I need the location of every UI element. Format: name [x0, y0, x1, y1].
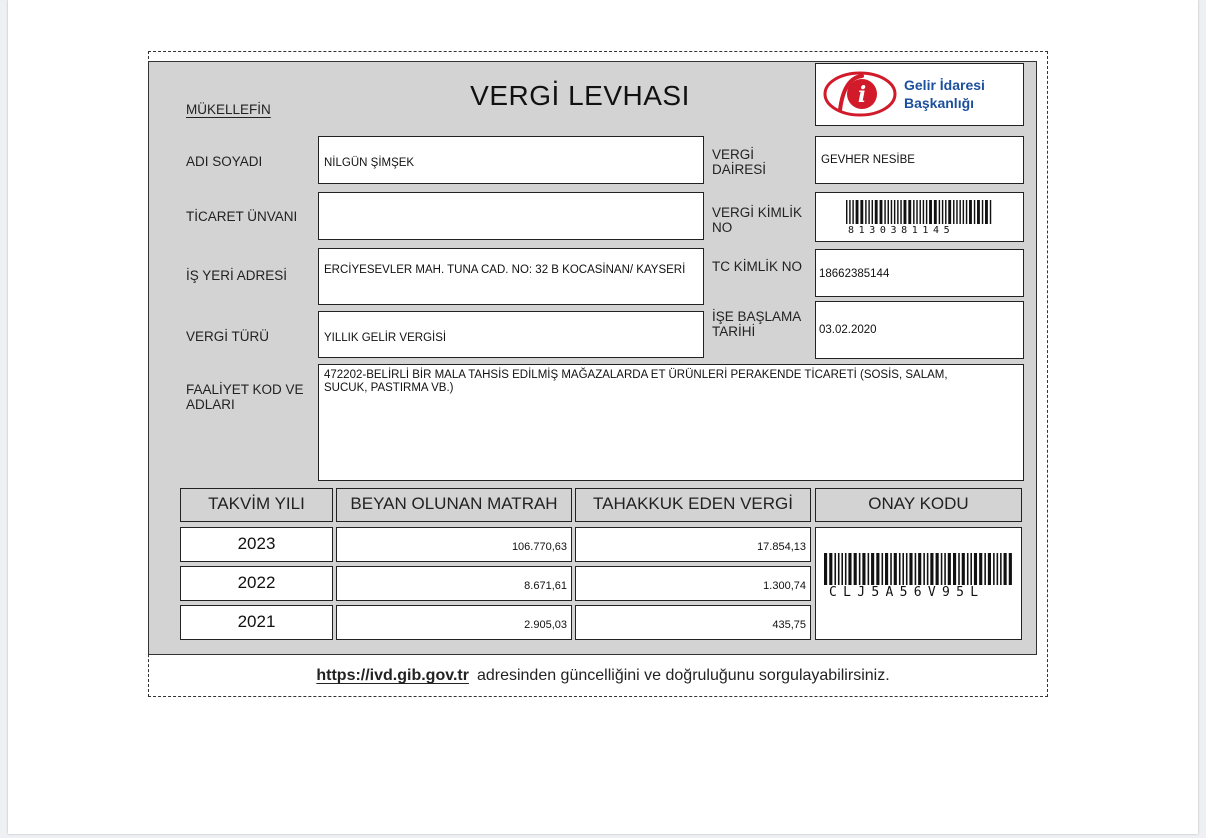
row-2023-vergi: 17.854,13 [575, 527, 811, 562]
faaliyet-value: 472202-BELİRLİ BİR MALA TAHSİS EDİLMİŞ MAĞAZALARDA ET ÜRÜNLERİ PERAKENDE TİCARETİ (SOSİS, SALAM, SUCUK, PASTIRMA VB.) [324, 369, 948, 394]
barcode-bar [856, 200, 859, 224]
tc-kimlik-label: TC KİMLİK NO [712, 259, 803, 274]
barcode-bar [953, 200, 954, 224]
barcode-bar [977, 200, 980, 224]
barcode-bar [929, 200, 932, 224]
barcode-bar [962, 553, 965, 585]
barcode-bar [948, 553, 951, 585]
barcode-bar [897, 200, 898, 224]
barcode-bar [900, 200, 901, 224]
barcode-bar [834, 553, 836, 585]
header-beyan-matrah: BEYAN OLUNAN MATRAH [336, 488, 572, 522]
barcode-bar [899, 553, 901, 585]
ticaret-unvani-label: TİCARET ÜNVANI [186, 209, 298, 224]
barcode-bar [966, 200, 967, 224]
is-yeri-value: ERCİYESEVLER MAH. TUNA CAD. NO: 32 B KOCASİNAN/ KAYSERİ [324, 264, 686, 276]
vergi-turu-label: VERGİ TÜRÜ [186, 329, 270, 344]
barcode-bar [906, 553, 908, 585]
barcode-bar [859, 553, 861, 585]
barcode-bar [884, 200, 885, 224]
vergi-dairesi-field [815, 136, 1024, 184]
barcode-bar [941, 553, 943, 585]
barcode-bar [916, 200, 917, 224]
onay-kodu-value: CLJ5A56V95L [829, 585, 985, 600]
barcode-bar [942, 200, 943, 224]
barcode-bar [920, 200, 921, 224]
barcode-bar [913, 200, 914, 224]
barcode-bar [923, 200, 924, 224]
row-2022-year: 2022 [180, 566, 333, 601]
gib-logo-icon [822, 70, 898, 118]
footer-note [0, 667, 1206, 685]
barcode-bar [985, 200, 988, 224]
row-2023-matrah: 106.770,63 [336, 527, 572, 562]
vergi-turu-field [318, 311, 704, 358]
barcode-bar [982, 200, 983, 224]
is-yeri-field [318, 248, 704, 305]
tc-kimlik-value: 18662385144 [819, 268, 890, 280]
barcode-bar [974, 200, 975, 224]
ticaret-unvani-field [318, 192, 704, 240]
logo-line-1: Gelir İdaresi [904, 77, 985, 93]
barcode-bar [875, 200, 878, 224]
barcode-bar [838, 553, 840, 585]
vergi-turu-value: YILLIK GELİR VERGİSİ [324, 332, 447, 344]
barcode-bar [860, 200, 863, 224]
barcode-bar [904, 200, 907, 224]
barcode-bar [849, 200, 850, 224]
barcode-bar [888, 200, 889, 224]
vergi-dairesi-label: VERGİ DAİRESİ [712, 147, 767, 177]
barcode-bar [908, 200, 911, 224]
barcode-bar [988, 553, 991, 585]
barcode-bar [1004, 553, 1007, 585]
faaliyet-field [318, 364, 1024, 481]
adi-soyadi-label: ADI SOYADI [186, 154, 263, 169]
barcode-bar [915, 553, 917, 585]
barcode-bar [974, 553, 977, 585]
header-onay-kodu: ONAY KODU [815, 488, 1022, 522]
adi-soyadi-field [318, 136, 704, 184]
barcode-bar [841, 553, 843, 585]
barcode-bar [948, 200, 951, 224]
barcode-bar [890, 553, 892, 585]
gib-link[interactable]: https://ivd.gib.gov.tr [316, 667, 469, 684]
row-2021-year: 2021 [180, 605, 333, 640]
ise-baslama-field [815, 301, 1024, 359]
barcode-bar [894, 553, 897, 585]
barcode-bar [848, 553, 851, 585]
barcode-bar [891, 200, 892, 224]
barcode-bar [939, 200, 940, 224]
vergi-kimlik-label: VERGİ KİMLİK NO [712, 205, 803, 235]
barcode-bar [984, 553, 986, 585]
header-takvim-yili: TAKVİM YILI [180, 488, 333, 522]
is-yeri-label: İŞ YERİ ADRESİ [186, 268, 288, 283]
header-tahakkuk-vergi: TAHAKKUK EDEN VERGİ [575, 488, 811, 522]
barcode-bar [824, 553, 827, 585]
footer-text: adresinden güncelliğini ve doğruluğunu sorgulayabilirsiniz. [476, 667, 890, 684]
barcode-bar [918, 553, 921, 585]
barcode-bar [902, 553, 904, 585]
barcode-bar [930, 553, 933, 585]
barcode-bar [862, 553, 865, 585]
barcode-bar [990, 200, 991, 224]
row-2021-matrah: 2.905,03 [336, 605, 572, 640]
barcode-bar [963, 200, 964, 224]
gib-logo-text [904, 76, 985, 112]
barcode-bar [871, 553, 874, 585]
barcode-bar [868, 553, 870, 585]
barcode-bar [979, 553, 982, 585]
barcode-bar [868, 200, 869, 224]
barcode-bar [956, 200, 957, 224]
barcode-bar [934, 200, 937, 224]
barcode-bar [845, 553, 847, 585]
barcode-bar [876, 553, 879, 585]
barcode-bar [958, 553, 960, 585]
ise-baslama-value: 03.02.2020 [819, 324, 877, 336]
row-2022-matrah: 8.671,61 [336, 566, 572, 601]
barcode-bar [953, 553, 956, 585]
barcode-bar [1000, 553, 1002, 585]
barcode-bar [846, 200, 847, 224]
vergi-kimlik-field [815, 192, 1024, 242]
ise-baslama-label: İŞE BAŞLAMA TARİHİ [712, 309, 801, 339]
row-2023-year: 2023 [180, 527, 333, 562]
barcode-bar [880, 200, 883, 224]
barcode-bar [936, 553, 939, 585]
barcode-bar [970, 553, 972, 585]
barcode-bar [885, 553, 888, 585]
vergi-dairesi-value: GEVHER NESİBE [821, 154, 915, 166]
barcode-bar [945, 200, 946, 224]
vergi-kimlik-value: 8130381145 [848, 225, 955, 236]
barcode-bar [872, 200, 873, 224]
logo-line-2: Başkanlığı [904, 95, 975, 111]
barcode-bar [927, 553, 929, 585]
adi-soyadi-value: NİLGÜN ŞİMŞEK [324, 157, 415, 169]
barcode-bar [959, 200, 960, 224]
tc-kimlik-field [815, 249, 1024, 297]
barcode-bar [926, 200, 927, 224]
barcode-bar [993, 553, 995, 585]
onay-kodu-cell [815, 527, 1022, 640]
barcode-bar [829, 553, 832, 585]
document-title: VERGİ LEVHASI [470, 80, 690, 111]
barcode-bar [865, 200, 866, 224]
barcode-bar [997, 553, 999, 585]
barcode-bar [923, 553, 925, 585]
barcode-bar [852, 200, 853, 224]
faaliyet-label: FAALİYET KOD VE ADLARI [186, 382, 304, 412]
barcode-bar [909, 553, 912, 585]
barcode-bar [944, 553, 946, 585]
row-2022-vergi: 1.300,74 [575, 566, 811, 601]
barcode-bar [1009, 553, 1012, 585]
barcode-bar [882, 553, 884, 585]
onay-kodu-barcode [824, 553, 1014, 585]
gib-logo [815, 63, 1024, 126]
barcode-bar [854, 553, 857, 585]
svg-text:i: i [857, 82, 867, 108]
barcode-bar [967, 553, 969, 585]
vergi-kimlik-barcode [846, 200, 993, 224]
section-label: MÜKELLEFİN [186, 102, 271, 117]
barcode-bar [969, 200, 972, 224]
row-2021-vergi: 435,75 [575, 605, 811, 640]
barcode-bar [894, 200, 895, 224]
